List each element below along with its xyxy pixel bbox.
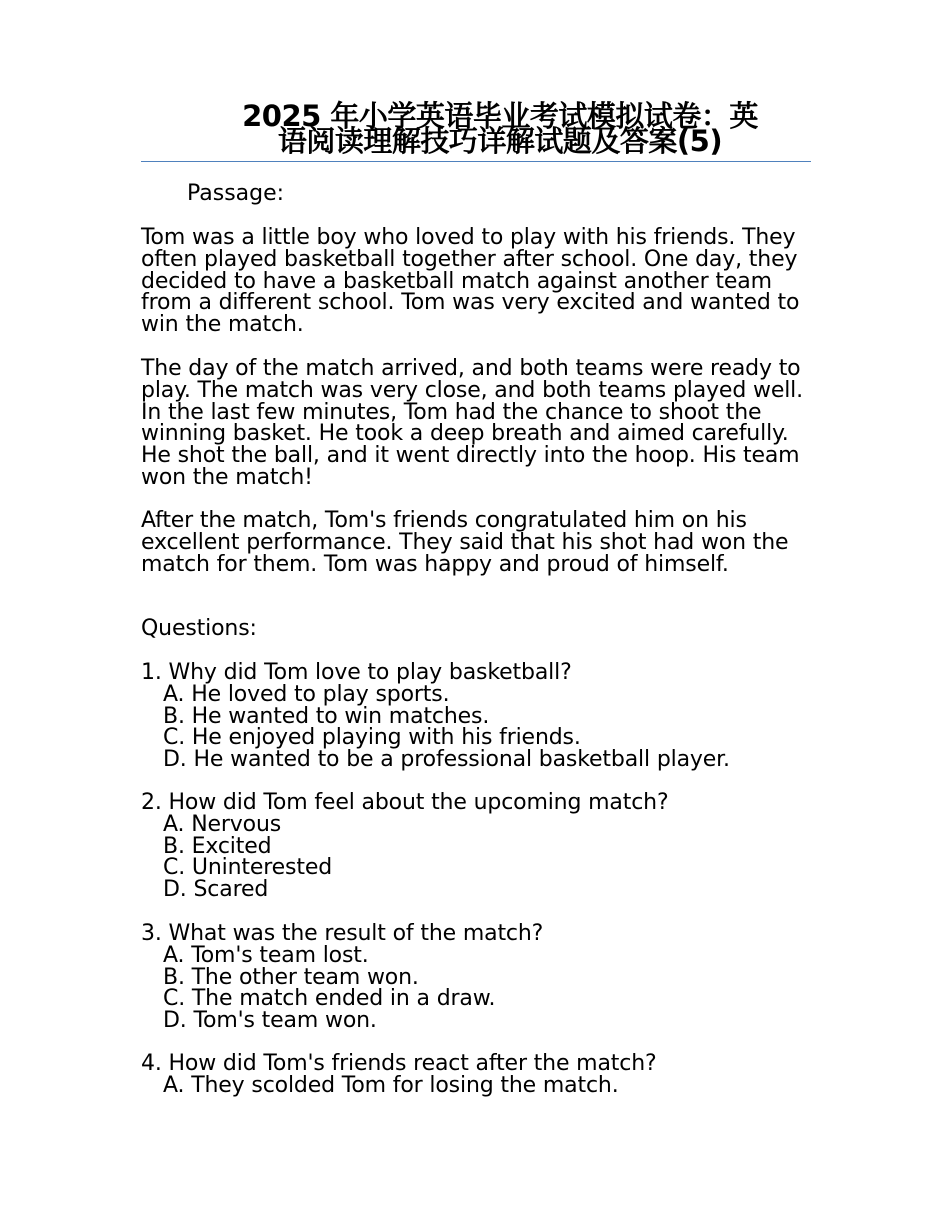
- answer-option: A. He loved to play sports.: [163, 681, 450, 707]
- passage-label: Passage:: [187, 181, 285, 206]
- question-text: 4. How did Tom's friends react after the match?: [141, 1051, 657, 1076]
- answer-option: C. The match ended in a draw.: [163, 986, 496, 1012]
- answer-option: D. Tom's team won.: [163, 1008, 377, 1034]
- title-underline: [141, 161, 811, 162]
- question-item: [141, 923, 811, 1032]
- answer-option: A. Nervous: [163, 811, 282, 837]
- paragraph-text: Tom was a little boy who loved to play with his friends. They often played basketball together after school. One day, they decided to have a basketball match against another team from a different school. Tom was very excited and wanted to win the match.: [141, 225, 800, 338]
- passage-paragraph: [141, 358, 811, 489]
- question-text: 3. What was the result of the match?: [141, 921, 544, 946]
- question-item: [141, 662, 811, 771]
- title-line-1: 2025 年小学英语毕业考试模拟试卷：英: [242, 99, 758, 133]
- question-item: [141, 1053, 811, 1097]
- document-title: [141, 99, 811, 158]
- answer-option: D. Scared: [163, 877, 269, 903]
- passage-paragraph: [141, 510, 811, 575]
- answer-option: B. He wanted to win matches.: [163, 703, 490, 729]
- question-text: 2. How did Tom feel about the upcoming match?: [141, 790, 669, 815]
- answer-option: A. Tom's team lost.: [163, 942, 369, 968]
- answer-option: C. Uninterested: [163, 855, 333, 881]
- answer-option: B. Excited: [163, 833, 272, 859]
- question-item: [141, 792, 811, 901]
- questions-label: Questions:: [141, 616, 257, 641]
- answer-option: C. He enjoyed playing with his friends.: [163, 725, 581, 751]
- passage-paragraph: [141, 227, 811, 336]
- paragraph-text: The day of the match arrived, and both teams were ready to play. The match was very close, and both teams played well. In the last few minutes, Tom had the chance to shoot the winning basket. He took a deep breath and aimed carefully. He shot the ball, and it went directly into the hoop. His team won the match!: [141, 356, 803, 490]
- answer-option: A. They scolded Tom for losing the match.: [163, 1072, 619, 1098]
- answer-option: D. He wanted to be a professional basketball player.: [163, 747, 730, 773]
- paragraph-text: After the match, Tom's friends congratulated him on his excellent performance. They said that his shot had won the match for them. Tom was happy and proud of himself.: [141, 508, 789, 577]
- title-line-2: 语阅读理解技巧详解试题及答案(5): [277, 124, 723, 158]
- question-text: 1. Why did Tom love to play basketball?: [141, 660, 572, 685]
- answer-option: B. The other team won.: [163, 964, 419, 990]
